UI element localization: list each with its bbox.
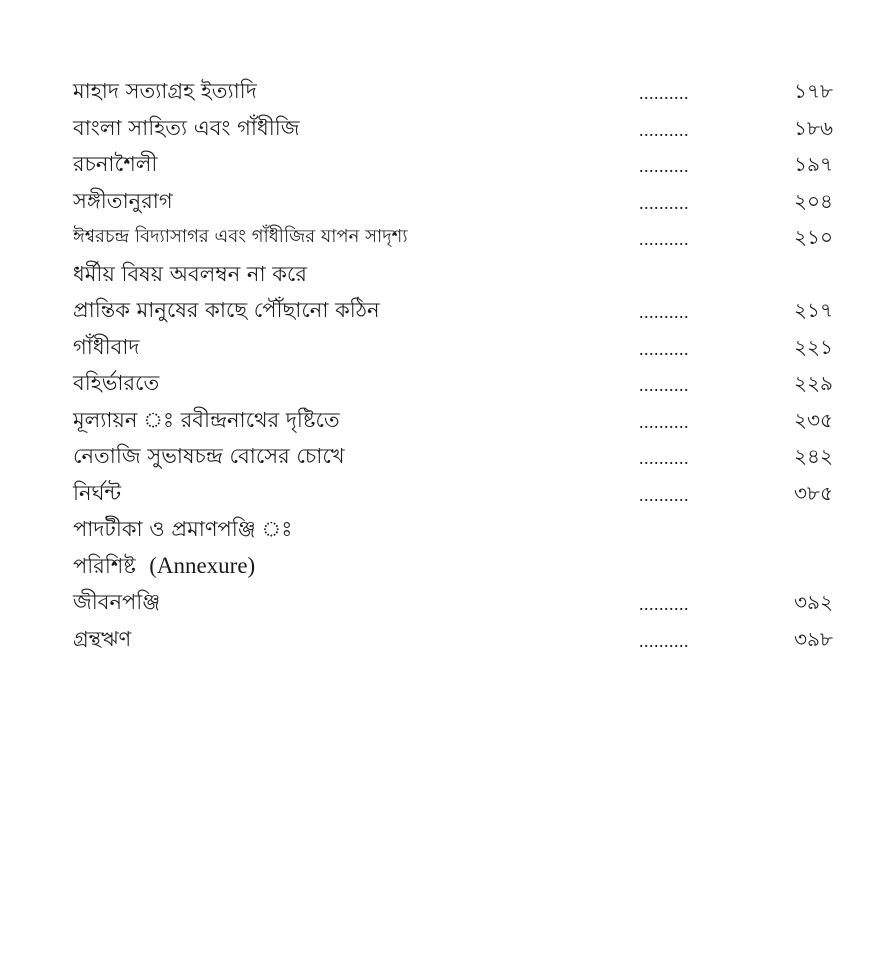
toc-entry (73, 478, 833, 515)
table-of-contents (73, 76, 833, 660)
toc-entry-title: পরিশিষ্ট (73, 553, 136, 578)
toc-entry-title-latin: (Annexure) (149, 552, 256, 578)
toc-entry-title: পাদটীকা ও প্রমাণপঞ্জি ঃ (73, 517, 293, 541)
toc-page-number: ২৩৫ (794, 407, 833, 432)
toc-entry-title-wrap (73, 551, 255, 581)
toc-entry (73, 222, 833, 259)
toc-entry-title: ঈশ্বরচন্দ্র বিদ্যাসাগর এবং গাঁধীজির যাপন সাদৃশ্য (73, 226, 408, 247)
toc-page-number: ১৭৮ (794, 79, 833, 103)
toc-page-number: ২০৪ (794, 188, 833, 213)
toc-leader-dots: .......... (639, 83, 689, 103)
toc-leader-dots: .......... (639, 375, 689, 395)
toc-entry (73, 113, 833, 150)
toc-entry-title: ধর্মীয় বিষয় অবলম্বন না করে (73, 261, 307, 286)
toc-leader-dots: .......... (639, 192, 689, 213)
toc-page-number: ৩৯৮ (794, 626, 833, 651)
toc-page-number: ৩৮৫ (794, 480, 833, 505)
toc-page-number: ২১৭ (794, 298, 833, 322)
toc-entry-title: মূল্যায়ন ঃ রবীন্দ্রনাথের দৃষ্টিতে (73, 407, 340, 432)
toc-entry-title: গাঁধীবাদ (73, 334, 140, 359)
toc-entry-title: নির্ঘন্ট (73, 480, 122, 505)
toc-entry (73, 332, 833, 369)
toc-entry-title: জীবনপঞ্জি (73, 590, 161, 614)
toc-entry-title: রচনাশৈলী (73, 152, 158, 176)
toc-leader-dots: .......... (639, 156, 689, 176)
toc-leader-dots: .......... (639, 229, 689, 249)
toc-entry (73, 587, 833, 624)
toc-entry (73, 259, 833, 296)
toc-entry-title: বাংলা সাহিত্য এবং গাঁধীজি (73, 115, 300, 140)
toc-leader-dots: .......... (639, 119, 689, 140)
toc-entry-title: গ্রন্থঋণ (73, 626, 132, 651)
toc-entry (73, 76, 833, 113)
toc-entry (73, 295, 833, 332)
toc-page-number: ২২৯ (794, 371, 833, 395)
toc-entry-title: মাহাদ সত্যাগ্রহ ইত্যাদি (73, 79, 257, 103)
toc-entry (73, 186, 833, 223)
toc-entry (73, 149, 833, 186)
toc-entry-title: প্রান্তিক মানুষের কাছে পৌঁছানো কঠিন (73, 298, 380, 322)
toc-leader-dots: .......... (639, 594, 689, 614)
toc-entry (73, 405, 833, 442)
toc-entry-title: নেতাজি সুভাষচন্দ্র বোসের চোখে (73, 444, 345, 468)
toc-page-number: ১৯৭ (794, 152, 833, 176)
toc-leader-dots: .......... (639, 630, 689, 651)
toc-leader-dots: .......... (639, 448, 689, 468)
toc-page-number: ২১০ (794, 225, 833, 249)
toc-entry (73, 441, 833, 478)
toc-entry (73, 551, 833, 588)
toc-page-number: ৩৯২ (794, 590, 833, 614)
toc-entry (73, 624, 833, 661)
toc-entry (73, 368, 833, 405)
toc-page-number: ২২১ (794, 334, 833, 359)
toc-page-number: ২৪২ (794, 444, 833, 468)
toc-entry (73, 514, 833, 551)
toc-entry-title: সঙ্গীতানুরাগ (73, 188, 173, 213)
toc-leader-dots: .......... (639, 411, 689, 432)
toc-entry-title: বহির্ভারতে (73, 371, 160, 395)
toc-leader-dots: .......... (639, 484, 689, 505)
toc-leader-dots: .......... (639, 302, 689, 322)
toc-leader-dots: .......... (639, 338, 689, 359)
toc-page-number: ১৮৬ (794, 115, 833, 140)
